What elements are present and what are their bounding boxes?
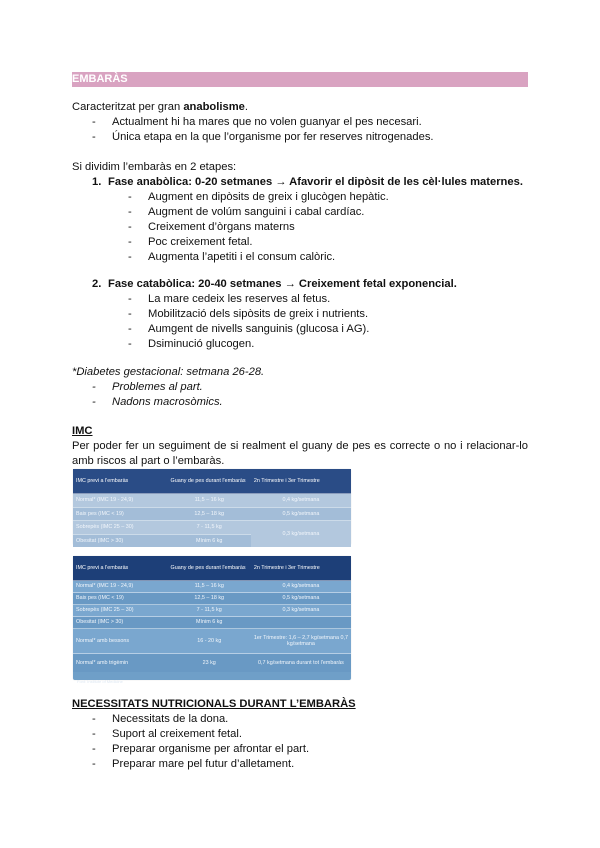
table-cell: Normal* (IMC 19 - 24,9) — [73, 494, 168, 508]
stage1-title — [92, 175, 523, 190]
list-item: - Augmenta l’apetiti i el consum calòric. — [128, 250, 389, 265]
table-cell: Normal* amb bessons — [73, 629, 168, 654]
list-item: - Única etapa en la que l’organisme por fer reserves nitrogenades. — [92, 130, 434, 145]
stage1-list — [128, 190, 389, 265]
table-header: Guany de pes durant l'embaràs — [168, 556, 251, 581]
list-item: - Necessitats de la dona. — [92, 712, 309, 727]
table-cell: 0,3 kg/setmana — [251, 521, 351, 548]
table-header: IMC previ a l'embaràs — [73, 469, 168, 494]
stage2-number: 2. — [92, 278, 102, 290]
table-cell: 12,5 – 18 kg — [168, 593, 251, 605]
table-cell: 1er Trimestre: 1,6 – 2,7 kg/setmana 0,7 kg/setmana — [251, 629, 351, 654]
table-cell: 0,5 kg/setmana — [251, 507, 351, 521]
table-cell: 7 - 11,5 kg — [168, 521, 251, 535]
table-header: Guany de pes durant l'embaràs — [168, 469, 251, 494]
imc-heading: IMC — [72, 425, 93, 437]
intro-line — [72, 100, 528, 115]
table-row — [73, 593, 351, 605]
table-cell: 11,5 – 16 kg — [168, 581, 251, 593]
table-cell: Obesitat (IMC > 30) — [73, 617, 168, 629]
table-row — [73, 654, 351, 673]
stage1-title-text: Fase anabòlica: 0-20 setmanes → Afavorir el dipòsit de les cèl·lules maternes. — [108, 176, 523, 188]
table-cell: Mínim 6 kg — [168, 534, 251, 547]
imc-table-2 — [73, 556, 351, 672]
list-item: - Augment en dipòsits de greix i glucògen hepàtic. — [128, 190, 389, 205]
table-header: 2n Trimestre i 3er Trimestre — [251, 469, 351, 494]
table-cell: Mínim 6 kg — [168, 617, 251, 629]
table-header: IMC previ a l'embaràs — [73, 556, 168, 581]
table-cell: Normal* (IMC 19 - 24,9) — [73, 581, 168, 593]
table-cell — [251, 617, 351, 629]
table-cell: 0,4 kg/setmana — [251, 494, 351, 508]
intro-bold: anabolisme — [183, 101, 245, 113]
stages-intro: Si dividim l’embaràs en 2 etapes: — [72, 161, 237, 173]
section-title: EMBARÀS — [72, 73, 128, 85]
list-item: - Mobilització dels sipòsits de greix i nutrients. — [128, 307, 369, 322]
list-item: - Dsiminució glucogen. — [128, 337, 369, 352]
table-row — [73, 629, 351, 654]
imc-paragraph: Per poder fer un seguiment de si realment el guany de pes es correcte o no i relacionar-lo amb riscos al part o l’embaràs. — [72, 440, 528, 467]
needs-heading: NECESSITATS NUTRICIONALS DURANT L’EMBARÀS — [72, 698, 356, 710]
list-item: - Problemes al part. — [92, 380, 223, 395]
list-item: - Actualment hi ha mares que no volen guanyar el pes necesari. — [92, 115, 434, 130]
intro-list — [92, 115, 434, 145]
list-item: - Augment de volúm sanguini i cabal cardíac. — [128, 205, 389, 220]
list-item: - Poc creixement fetal. — [128, 235, 389, 250]
table-cell: 0,5 kg/setmana — [251, 593, 351, 605]
table-row — [73, 494, 351, 508]
table-row — [73, 605, 351, 617]
table-cell: 0,3 kg/setmana — [251, 605, 351, 617]
table-cell: Obesitat (IMC > 30) — [73, 534, 168, 547]
diabetes-note: *Diabetes gestacional: setmana 26-28. — [72, 366, 265, 378]
table-cell: Sobrepès (IMC 25 – 30) — [73, 521, 168, 535]
needs-list — [92, 712, 309, 772]
list-item: - La mare cedeix les reserves al fetus. — [128, 292, 369, 307]
table-row — [73, 617, 351, 629]
table-cell: Sobrepès (IMC 25 – 30) — [73, 605, 168, 617]
table-row — [73, 507, 351, 521]
list-item: - Preparar organisme per afrontar el part. — [92, 742, 309, 757]
list-item: - Creixement d’òrgans materns — [128, 220, 389, 235]
table-footnote: Font: Institute of Medicine — [77, 679, 123, 684]
intro-suffix: . — [244, 101, 248, 113]
list-item: - Aumgent de nivells sanguinis (glucosa i AG). — [128, 322, 369, 337]
stage2-title-text: Fase catabòlica: 20-40 setmanes → Creixement fetal exponencial. — [108, 278, 457, 290]
section-title-bar — [72, 72, 528, 87]
table-cell: 23 kg — [168, 654, 251, 673]
imc-table-image-2 — [73, 556, 351, 684]
table-cell: 12,5 – 18 kg — [168, 507, 251, 521]
table-row — [73, 521, 351, 535]
table-cell: Baix pes (IMC < 19) — [73, 507, 168, 521]
table-header: 2n Trimestre i 3er Trimestre — [251, 556, 351, 581]
stage2-list — [128, 292, 369, 352]
diabetes-list — [92, 380, 223, 410]
table-cell: 0,4 kg/setmana — [251, 581, 351, 593]
stage1-number: 1. — [92, 176, 102, 188]
list-item: - Preparar mare pel futur d’alletament. — [92, 757, 309, 772]
list-item: - Suport al creixement fetal. — [92, 727, 309, 742]
table-cell: Normal* amb trigèmin — [73, 654, 168, 673]
table-cell: 0,7 kg/setmana durant tot l'embaràs — [251, 654, 351, 673]
list-item: - Nadons macrosòmics. — [92, 395, 223, 410]
stage2-title — [92, 277, 457, 292]
imc-table-image-1 — [73, 469, 351, 545]
table-cell: 16 - 20 kg — [168, 629, 251, 654]
table-cell: 11,5 – 16 kg — [168, 494, 251, 508]
intro-prefix: Caracteritzat per gran — [72, 101, 184, 113]
table-cell: 7 - 11,5 kg — [168, 605, 251, 617]
imc-table-1 — [73, 469, 351, 547]
table-cell: Baix pes (IMC < 19) — [73, 593, 168, 605]
table-row — [73, 581, 351, 593]
